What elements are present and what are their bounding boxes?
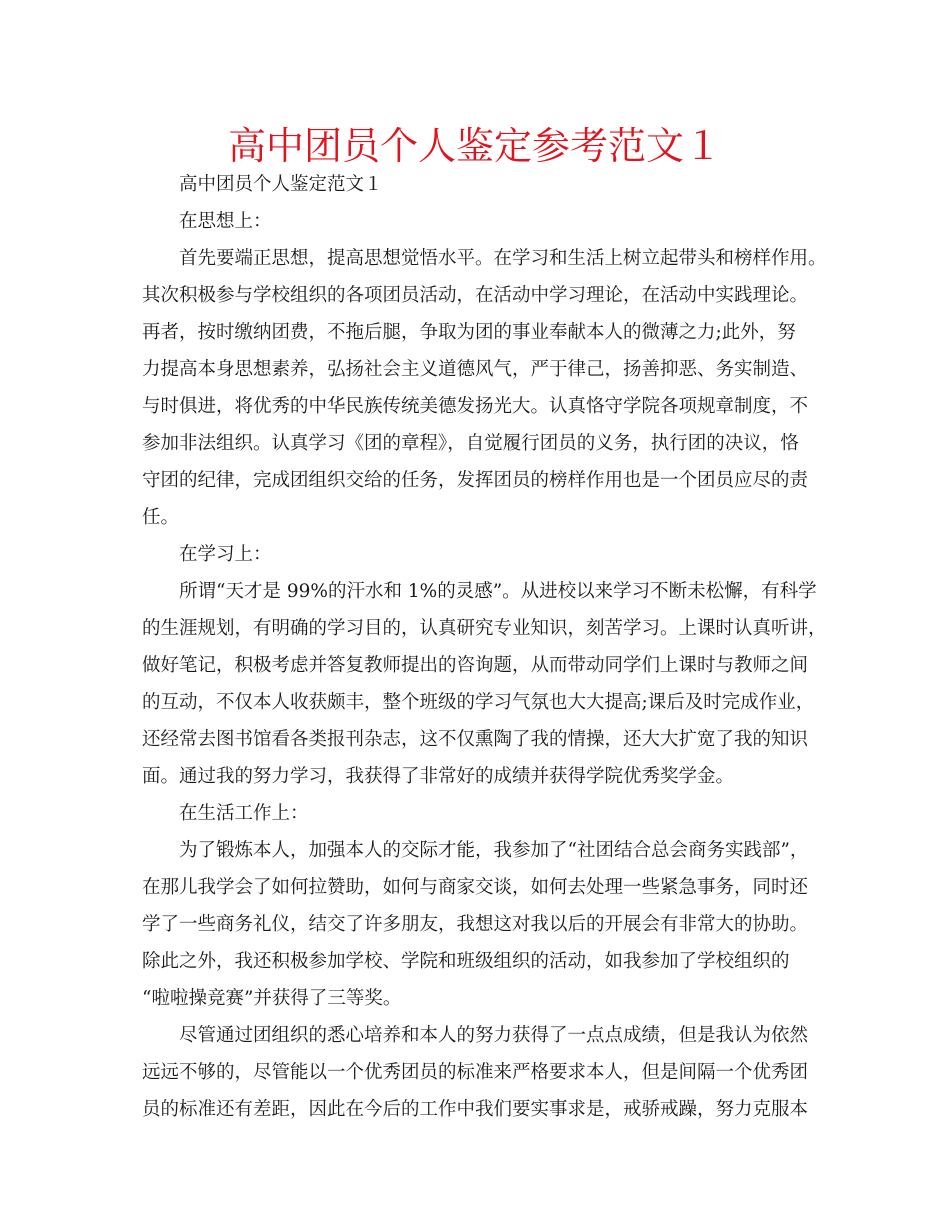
paragraph-line: 所谓“天才是 99%的汗水和 1%的灵感”。从进校以来学习不断未松懈，有科学 <box>179 581 817 602</box>
paragraph-line: 首先要端正思想，提高思想觉悟水平。在学习和生活上树立起带头和榜样作用。 <box>179 248 827 269</box>
paragraph-line: 学了一些商务礼仪，结交了许多朋友，我想这对我以后的开展会有非常大的协助。 <box>142 914 809 935</box>
document-subtitle: 高中团员个人鉴定范文１ <box>179 174 383 195</box>
paragraph-line: 的生涯规划，有明确的学习目的，认真研究专业知识，刻苦学习。上课时认真听讲， <box>142 618 827 639</box>
paragraph-line: 参加非法组织。认真学习《团的章程》，自觉履行团员的义务，执行团的决议，恪 <box>142 433 799 454</box>
paragraph-line: 守团的纪律，完成团组织交给的任务，发挥团员的榜样作用也是一个团员应尽的责 <box>142 470 809 491</box>
paragraph-line: 做好笔记，积极考虑并答复教师提出的咨询题，从而带动同学们上课时与教师之间 <box>142 655 809 676</box>
section-heading-study: 在学习上： <box>179 544 272 565</box>
paragraph-line: 还经常去图书馆看各类报刊杂志，这不仅熏陶了我的情操，还大大扩宽了我的知识 <box>142 729 809 750</box>
paragraph-line: 其次积极参与学校组织的各项团员活动，在活动中学习理论，在活动中实践理论。 <box>142 285 809 306</box>
document-body <box>142 166 827 1128</box>
paragraph-line: 为了锻炼本人，加强本人的交际才能，我参加了“社团结合总会商务实践部”， <box>179 840 809 861</box>
section-heading-life-work: 在生活工作上： <box>179 803 309 824</box>
paragraph-line: 的互动，不仅本人收获颇丰，整个班级的学习气氛也大大提高;课后及时完成作业， <box>142 692 815 713</box>
paragraph-line: 员的标准还有差距，因此在今后的工作中我们要实事求是，戒骄戒躁，努力克服本 <box>142 1099 809 1120</box>
paragraph-line: 面。通过我的努力学习，我获得了非常好的成绩并获得学院优秀奖学金。 <box>142 766 735 787</box>
paragraph-line: 远远不够的，尽管能以一个优秀团员的标准来严格要求本人，但是间隔一个优秀团 <box>142 1062 809 1083</box>
paragraph-line: 再者，按时缴纳团费，不拖后腿，争取为团的事业奉献本人的微薄之力;此外，努 <box>142 322 796 343</box>
section-heading-thought: 在思想上： <box>179 211 272 232</box>
paragraph-line: 力提高本身思想素养，弘扬社会主义道德风气，严于律己，扬善抑恶、务实制造、 <box>142 359 809 380</box>
document-title: 高中团员个人鉴定参考范文１ <box>227 124 722 168</box>
paragraph-line: 任。 <box>142 507 180 528</box>
paragraph-line: 尽管通过团组织的悉心培养和本人的努力获得了一点点成绩，但是我认为依然 <box>179 1025 809 1046</box>
paragraph-line: 与时俱进，将优秀的中华民族传统美德发扬光大。认真恪守学院各项规章制度，不 <box>142 396 809 417</box>
paragraph-line: “啦啦操竞赛”并获得了三等奖。 <box>142 988 402 1009</box>
paragraph-line: 在那儿我学会了如何拉赞助，如何与商家交谈，如何去处理一些紧急事务，同时还 <box>142 877 809 898</box>
paragraph-line: 除此之外，我还积极参加学校、学院和班级组织的活动，如我参加了学校组织的 <box>142 951 790 972</box>
